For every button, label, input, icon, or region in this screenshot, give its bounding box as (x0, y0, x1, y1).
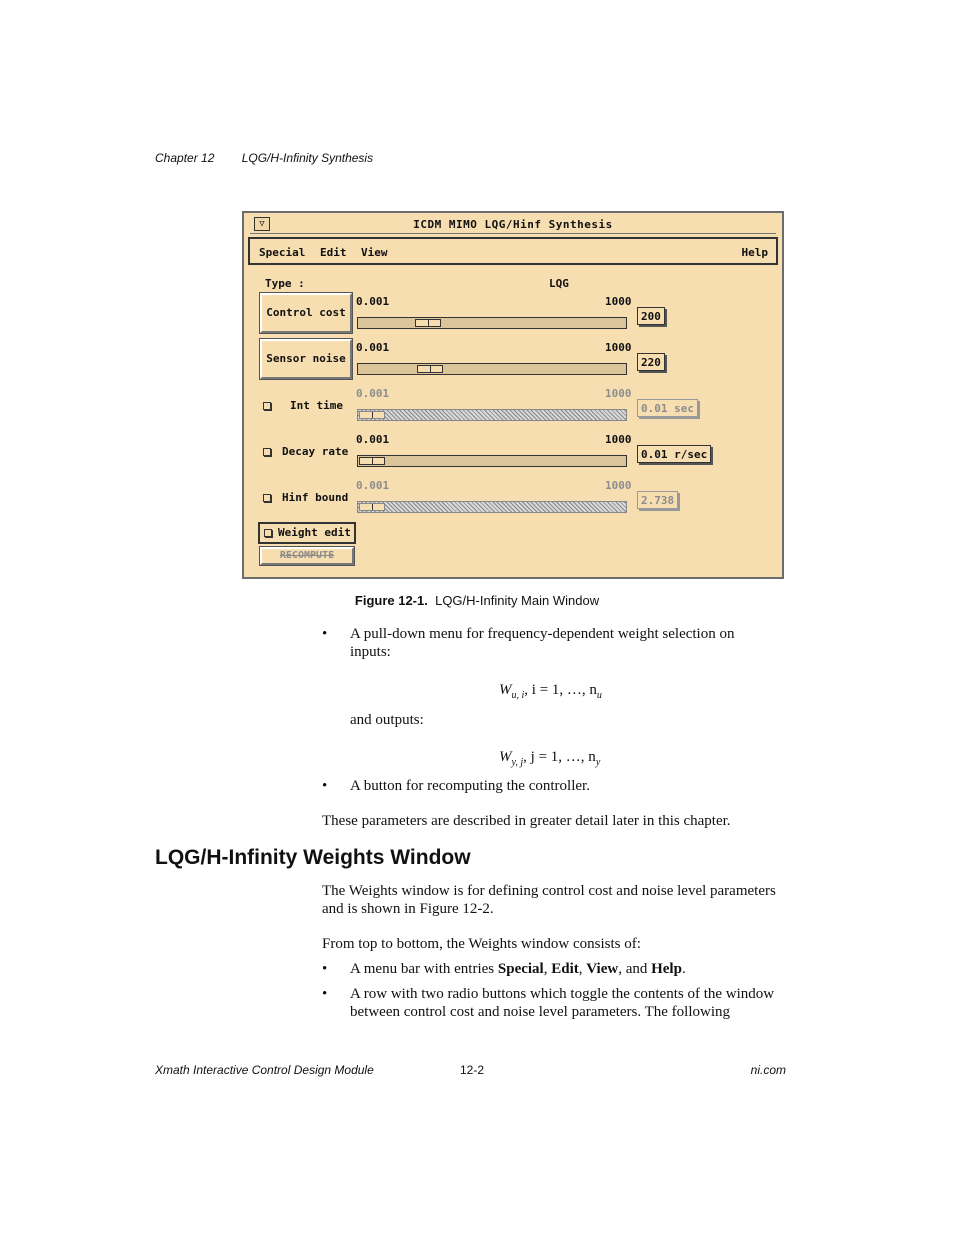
section-heading: LQG/H-Infinity Weights Window (155, 846, 471, 869)
slider-thumb[interactable] (415, 319, 441, 327)
sensor-noise-max: 1000 (605, 341, 632, 354)
figure-title: LQG/H-Infinity Main Window (435, 593, 600, 608)
slider-thumb[interactable] (417, 365, 443, 373)
menu-name-special: Special (497, 961, 544, 977)
eq-end: u (596, 690, 602, 701)
bullet-weight-menu: A pull-down menu for frequency-dependent weight selection on inputs: (350, 626, 735, 660)
chapter-title: LQG/H-Infinity Synthesis (241, 151, 374, 165)
menu-edit[interactable]: Edit (320, 246, 347, 259)
hinf-bound-checkbox[interactable] (263, 494, 271, 502)
weight-edit-checkbox (264, 529, 272, 537)
text-run: , (543, 961, 552, 977)
type-label: Type : (265, 277, 305, 290)
decay-rate-min: 0.001 (356, 433, 390, 446)
eq-end: y (595, 757, 601, 768)
menu-name-help: Help (651, 961, 682, 977)
menu-bar (248, 237, 778, 265)
equation-inputs (499, 681, 602, 705)
eq-var: W (499, 682, 512, 698)
hinf-bound-max: 1000 (605, 479, 632, 492)
menu-view[interactable]: View (361, 246, 388, 259)
paragraph-details: These parameters are described in greater detail later in this chapter. (322, 813, 731, 829)
eq-sub: y, j (511, 757, 524, 768)
recompute-button[interactable]: RECOMPUTE (260, 547, 354, 565)
decay-rate-max: 1000 (605, 433, 632, 446)
slider-thumb[interactable] (359, 457, 385, 465)
text-run: A menu bar with entries (350, 961, 498, 977)
hinf-bound-min: 0.001 (356, 479, 390, 492)
sensor-noise-field[interactable]: 220 (637, 353, 665, 371)
sensor-noise-button[interactable]: Sensor noise (260, 339, 352, 379)
slider-thumb[interactable] (359, 503, 385, 511)
text-run: , (578, 961, 587, 977)
type-value: LQG (549, 277, 569, 290)
sensor-noise-min: 0.001 (356, 341, 390, 354)
page-number: 12-2 (460, 1063, 485, 1077)
hinf-bound-label: Hinf bound (282, 491, 349, 504)
bullet: • (322, 778, 328, 794)
and-outputs-text: and outputs: (350, 712, 424, 728)
menu-help[interactable]: Help (741, 246, 768, 259)
control-cost-min: 0.001 (356, 295, 390, 308)
int-time-min: 0.001 (356, 387, 390, 400)
control-cost-max: 1000 (605, 295, 632, 308)
eq-range: , i = 1, …, n (524, 682, 597, 698)
bullet-menu-bar (350, 960, 790, 978)
int-time-max: 1000 (605, 387, 632, 400)
int-time-slider[interactable] (357, 409, 627, 421)
decay-rate-label: Decay rate (282, 445, 349, 458)
hinf-bound-field[interactable]: 2.738 (637, 491, 678, 509)
menu-special[interactable]: Special (259, 246, 306, 259)
decay-rate-slider[interactable] (357, 455, 627, 467)
int-time-label: Int time (290, 399, 343, 412)
bullet-recompute: A button for recomputing the controller. (350, 778, 590, 794)
menu-name-view: View (586, 961, 619, 977)
text-run: , and (618, 961, 652, 977)
bullet: • (322, 626, 328, 642)
eq-range: , j = 1, …, n (523, 749, 596, 765)
window-title: ICDM MIMO LQG/Hinf Synthesis (413, 218, 613, 231)
text-run: . (681, 961, 686, 977)
decay-rate-field[interactable]: 0.01 r/sec (637, 445, 711, 463)
title-bar (250, 215, 776, 234)
paragraph-weights-window: The Weights window is for defining control cost and noise level parameters and is shown in Figure 12-2. (322, 883, 776, 917)
eq-var: W (499, 749, 512, 765)
chapter-number: Chapter 12 (155, 151, 215, 165)
sensor-noise-slider[interactable] (357, 363, 627, 375)
control-cost-button[interactable]: Control cost (260, 293, 352, 333)
footer-left: Xmath Interactive Control Design Module (155, 1063, 374, 1077)
slider-thumb[interactable] (359, 411, 385, 419)
running-header (155, 151, 397, 165)
lqg-main-window (242, 211, 784, 579)
weight-edit-label: Weight edit (278, 526, 351, 539)
window-menu-icon[interactable]: ▽ (254, 217, 270, 231)
paragraph-top-to-bottom: From top to bottom, the Weights window consists of: (322, 936, 641, 952)
eq-sub: u, i (511, 690, 525, 701)
bullet-radio-row: A row with two radio buttons which toggle the contents of the window between control cost and noise level parameters. The following (350, 986, 775, 1020)
hinf-bound-slider[interactable] (357, 501, 627, 513)
menu-name-edit: Edit (551, 961, 579, 977)
bullet: • (322, 961, 328, 977)
footer-right: ni.com (750, 1063, 786, 1077)
decay-rate-checkbox[interactable] (263, 448, 271, 456)
figure-label: Figure 12-1. (354, 593, 428, 608)
figure-caption (0, 593, 954, 608)
int-time-checkbox[interactable] (263, 402, 271, 410)
weight-edit-toggle[interactable] (258, 522, 356, 544)
control-cost-field[interactable]: 200 (637, 307, 665, 325)
control-cost-slider[interactable] (357, 317, 627, 329)
equation-outputs (499, 748, 600, 772)
bullet: • (322, 986, 328, 1002)
int-time-field[interactable]: 0.01 sec (637, 399, 698, 417)
